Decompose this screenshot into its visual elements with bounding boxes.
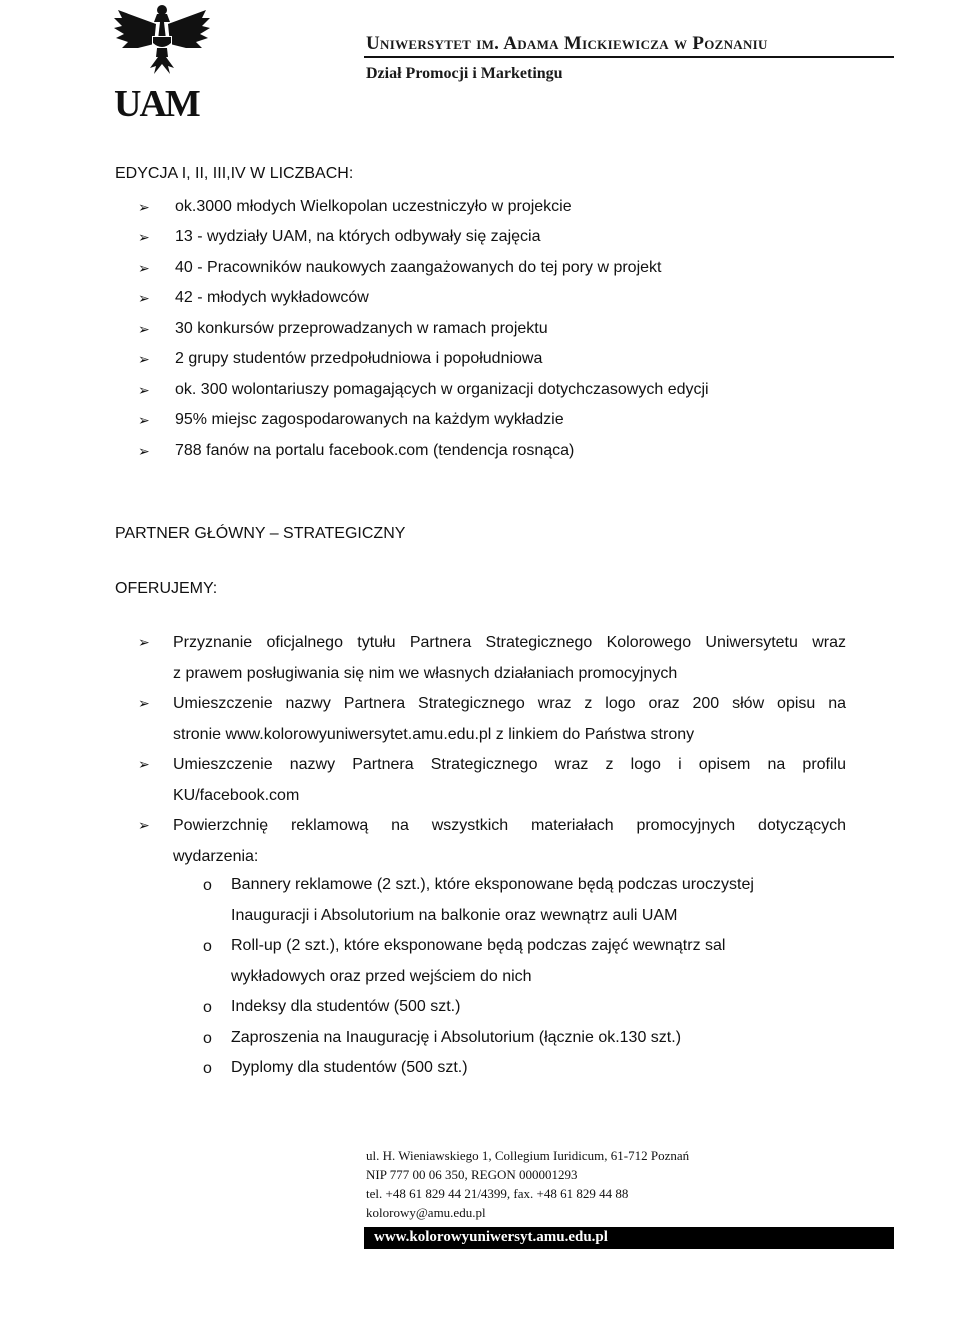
svg-text:UAM: UAM xyxy=(114,83,199,122)
uam-logo xyxy=(110,2,210,122)
stats-list-item: 42 - młodych wykładowców xyxy=(175,289,369,306)
department-name: Dział Promocji i Marketingu xyxy=(366,65,563,82)
footer-website-link[interactable]: www.kolorowyuniwersyt.amu.edu.pl xyxy=(374,1229,608,1245)
arrow-bullet-icon: ➢ xyxy=(138,290,150,306)
footer-email: kolorowy@amu.edu.pl xyxy=(366,1205,486,1220)
offer-item-line: Przyznanie oficjalnego tytułu Partnera Strategicznego Kolorowego Uniwersytetu wraz xyxy=(173,634,846,651)
material-item xyxy=(231,931,725,992)
footer-phone: tel. +48 61 829 44 21/4399, fax. +48 61 829 44 88 xyxy=(366,1186,629,1201)
offer-item xyxy=(173,811,846,872)
offer-item-line: KU/facebook.com xyxy=(173,786,300,804)
offer-item-line: Umieszczenie nazwy Partnera Strategicznego wraz z logo i opisem na profilu xyxy=(173,756,846,773)
offer-item xyxy=(173,689,846,750)
material-item-line: wykładowych oraz przed wejściem do nich xyxy=(231,967,532,985)
offer-item-line: stronie www.kolorowyuniwersytet.amu.edu.pl z linkiem do Państwa strony xyxy=(173,725,695,743)
material-item xyxy=(231,870,754,931)
offer-item-line: wydarzenia: xyxy=(173,847,259,865)
offer-heading: OFERUJEMY: xyxy=(115,580,218,597)
stats-list-item: 95% miejsc zagospodarowanych na każdym wykładzie xyxy=(175,411,564,428)
arrow-bullet-icon: ➢ xyxy=(138,443,150,459)
circle-bullet-icon: o xyxy=(203,999,212,1016)
arrow-bullet-icon: ➢ xyxy=(138,634,150,650)
footer-nip: NIP 777 00 06 350, REGON 000001293 xyxy=(366,1167,578,1182)
arrow-bullet-icon: ➢ xyxy=(138,756,150,772)
material-item-line: Inauguracji i Absolutorium na balkonie oraz wewnątrz auli UAM xyxy=(231,906,678,924)
arrow-bullet-icon: ➢ xyxy=(138,260,150,276)
material-item-line: Indeksy dla studentów (500 szt.) xyxy=(231,998,461,1015)
arrow-bullet-icon: ➢ xyxy=(138,817,150,833)
circle-bullet-icon: o xyxy=(203,938,212,955)
header-divider xyxy=(364,56,894,58)
footer-website-bar xyxy=(364,1227,894,1249)
material-item-line: Zaproszenia na Inaugurację i Absolutorium (łącznie ok.130 szt.) xyxy=(231,1029,682,1046)
arrow-bullet-icon: ➢ xyxy=(138,229,150,245)
offer-item xyxy=(173,750,846,811)
stats-list-item: 30 konkursów przeprowadzanych w ramach projektu xyxy=(175,320,548,337)
material-item xyxy=(231,992,460,1023)
footer-contact xyxy=(366,1146,689,1222)
offer-item-line: Umieszczenie nazwy Partnera Strategicznego wraz z logo oraz 200 słów opisu na xyxy=(173,695,846,712)
stats-list-item: ok. 300 wolontariuszy pomagających w organizacji dotychczasowych edycji xyxy=(175,381,709,398)
footer-address: ul. H. Wieniawskiego 1, Collegium Iuridicum, 61-712 Poznań xyxy=(366,1148,690,1163)
stats-list-item: ok.3000 młodych Wielkopolan uczestniczyło w projekcie xyxy=(175,198,572,215)
stats-list-item: 2 grupy studentów przedpołudniowa i popołudniowa xyxy=(175,350,543,367)
stats-list-item: 40 - Pracowników naukowych zaangażowanych do tej pory w projekt xyxy=(175,259,662,276)
stats-list-item: 788 fanów na portalu facebook.com (tendencja rosnąca) xyxy=(175,442,575,459)
arrow-bullet-icon: ➢ xyxy=(138,695,150,711)
arrow-bullet-icon: ➢ xyxy=(138,412,150,428)
material-item-line: Roll-up (2 szt.), które eksponowane będą podczas zajęć wewnątrz sal xyxy=(231,937,726,954)
offer-item-line: Powierzchnię reklamową na wszystkich materiałach promocyjnych dotyczących xyxy=(173,817,846,834)
material-item-line: Dyplomy dla studentów (500 szt.) xyxy=(231,1059,468,1076)
material-item xyxy=(231,1023,681,1054)
arrow-bullet-icon: ➢ xyxy=(138,351,150,367)
circle-bullet-icon: o xyxy=(203,877,212,894)
material-item-line: Bannery reklamowe (2 szt.), które eksponowane będą podczas uroczystej xyxy=(231,876,754,893)
partner-heading: PARTNER GŁÓWNY – STRATEGICZNY xyxy=(115,525,406,542)
university-name: Uniwersytet im. Adama Mickiewicza w Poznaniu xyxy=(366,33,768,54)
arrow-bullet-icon: ➢ xyxy=(138,199,150,215)
offer-item xyxy=(173,628,846,689)
arrow-bullet-icon: ➢ xyxy=(138,382,150,398)
circle-bullet-icon: o xyxy=(203,1030,212,1047)
stats-list-item: 13 - wydziały UAM, na których odbywały się zajęcia xyxy=(175,228,541,245)
section-heading-stats: EDYCJA I, II, III,IV W LICZBACH: xyxy=(115,165,354,182)
material-item xyxy=(231,1053,468,1084)
circle-bullet-icon: o xyxy=(203,1060,212,1077)
offer-item-line: z prawem posługiwania się nim we własnych działaniach promocyjnych xyxy=(173,664,678,682)
eagle-emblem-icon xyxy=(110,2,210,122)
arrow-bullet-icon: ➢ xyxy=(138,321,150,337)
